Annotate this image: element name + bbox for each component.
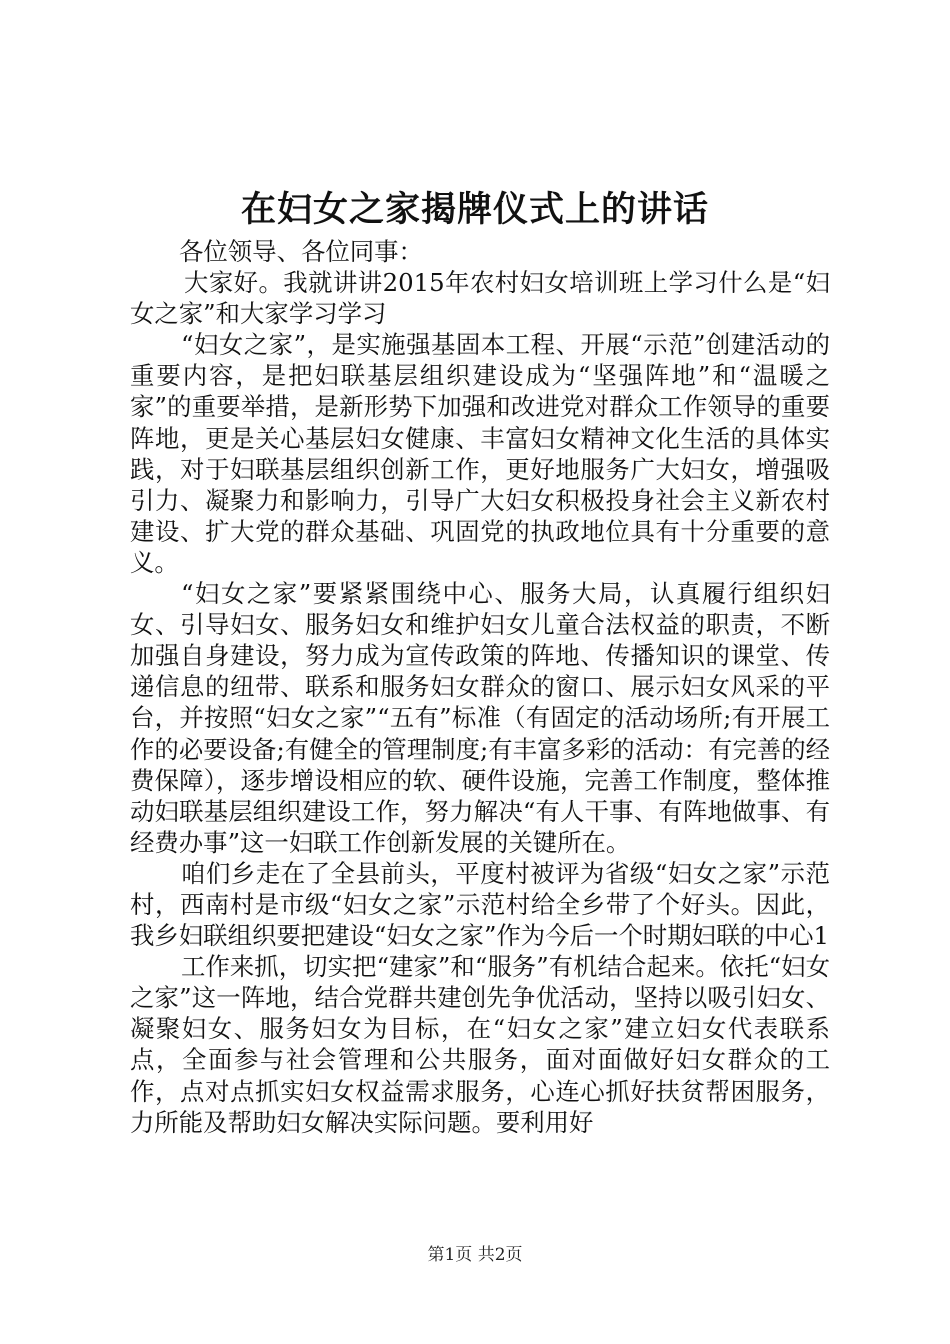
page-footer: 第1页 共2页 <box>427 1245 523 1265</box>
document-title: 在妇女之家揭牌仪式上的讲话 <box>240 189 709 230</box>
paragraph-local-progress: 咱们乡走在了全县前头，平度村被评为省级“妇女之家”示范村，西南村是市级“妇女之家”示范村给全乡带了个好头。因此，我乡妇联组织要把建设“妇女之家”作为今后一个时期妇联的中心1 <box>130 858 830 951</box>
paragraph-intro: 大家好。我就讲讲2015年农村妇女培训班上学习什么是“妇女之家”和大家学习学习 <box>130 268 830 329</box>
paragraph-requirements: “妇女之家”要紧紧围绕中心、服务大局，认真履行组织妇女、引导妇女、服务妇女和维护妇女儿童合法权益的职责，不断加强自身建设，努力成为宣传政策的阵地、传播知识的课堂、传递信息的纽带、联系和服务妇女群众的窗口、展示妇女风采的平台，并按照“妇女之家”“五有”标准（有固定的活动场所;有开展工作的必要设备;有健全的管理制度;有丰富多彩的活动：有完善的经费保障），逐步增设相应的软、硬件设施，完善工作制度，整体推动妇联基层组织建设工作，努力解决“有人干事、有阵地做事、有经费办事”这一妇联工作创新发展的关键所在。 <box>130 579 830 857</box>
salutation: 各位领导、各位同事： <box>179 237 423 266</box>
document-body <box>130 236 830 1138</box>
paragraph-significance: “妇女之家”，是实施强基固本工程、开展“示范”创建活动的重要内容，是把妇联基层组织建设成为“坚强阵地”和“温暖之家”的重要举措，是新形势下加强和改进党对群众工作领导的重要阵地，更是关心基层妇女健康、丰富妇女精神文化生活的具体实践，对于妇联基层组织创新工作，更好地服务广大妇女，增强吸引力、凝聚力和影响力，引导广大妇女积极投身社会主义新农村建设、扩大党的群众基础、巩固党的执政地位具有十分重要的意义。 <box>130 330 830 577</box>
paragraph-work-plan: 工作来抓，切实把“建家”和“服务”有机结合起来。依托“妇女之家”这一阵地，结合党群共建创先争优活动，坚持以吸引妇女、凝聚妇女、服务妇女为目标，在“妇女之家”建立妇女代表联系点，全面参与社会管理和公共服务，面对面做好妇女群众的工作，点对点抓实妇女权益需求服务，心连心抓好扶贫帮困服务，力所能及帮助妇女解决实际问题。要利用好 <box>130 952 830 1137</box>
